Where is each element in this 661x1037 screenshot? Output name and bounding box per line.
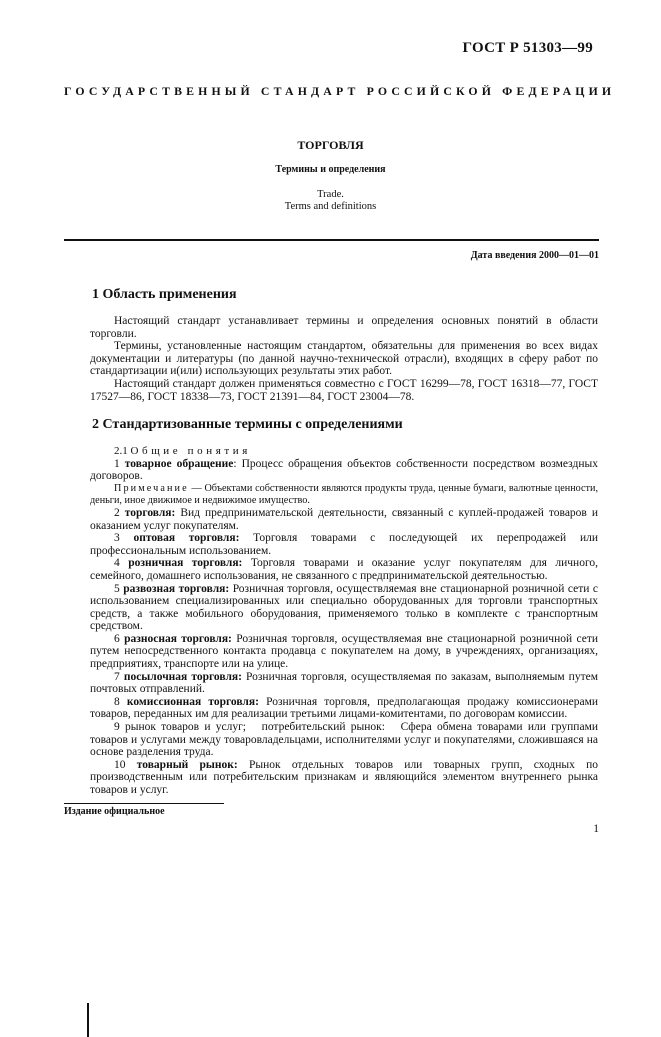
term-entry — [90, 583, 598, 633]
term-number: 2 — [114, 506, 120, 519]
footer-divider — [64, 803, 224, 804]
term-name: развозная торговля: — [123, 582, 230, 595]
term-entry — [90, 671, 598, 696]
term-entry — [90, 458, 598, 483]
term-name: торговля: — [124, 506, 176, 519]
term-entry — [90, 721, 601, 759]
section-1-heading: 1 Область применения — [92, 287, 237, 302]
term-number: 6 — [114, 632, 120, 645]
term-definition: Вид предпринимательской деятельности, связанный с куплей-продажей товаров и оказанием услуг покупателям. — [90, 506, 598, 532]
term-definition: Розничная торговля, осуществляемая по заказам, выполняемым путем почтовых отправлений. — [90, 670, 598, 696]
term-name: оптовая торговля: — [133, 532, 240, 545]
term-number: 3 — [114, 532, 120, 545]
section-2-heading: 2 Стандартизованные термины с определениями — [92, 417, 403, 433]
note-label: Примечание — [114, 482, 189, 494]
term-entry — [90, 633, 598, 671]
term-definition: Торговля товарами и оказание услуг покупателям для личного, семейного, домашнего использования, не связанного с предпринимательской деятельностью. — [90, 557, 598, 582]
section-1-paragraph: Термины, установленные настоящим стандартом, обязательны для применения во всех видах документации и литературы (по данной научно-технической отрасли), входящих в сферу работ по стандартизации и(или) использующих результаты этих работ. — [90, 340, 598, 378]
term-number: 1 — [114, 457, 120, 470]
term-number: 10 — [114, 758, 126, 771]
term-entry — [90, 557, 598, 582]
term-number: 8 — [114, 695, 120, 708]
term-number: 4 — [114, 557, 120, 570]
english-title-line2: Terms and definitions — [284, 201, 377, 212]
term-name: разносная торговля: — [124, 632, 232, 645]
term-definition: Торговля товарами с последующей их перепродажей или профессиональным использованием. — [90, 532, 598, 557]
term-definition: Рынок отдельных товаров или товарных групп, сходных по производственным или потребительским признакам и являющийся элементом внутреннего рынка товаров и услуг. — [90, 758, 598, 796]
document-title: ТОРГОВЛЯ — [297, 138, 364, 152]
term-separator: : — [233, 457, 237, 470]
document-subtitle: Термины и определения — [275, 164, 386, 175]
term-name: комиссионная торговля: — [126, 695, 259, 708]
term-name: посылочная торговля: — [123, 670, 242, 683]
term-entry — [90, 507, 598, 532]
official-edition-label: Издание официальное — [64, 806, 165, 817]
term-name: товарное обращение — [124, 457, 234, 470]
term-definition: Розничная торговля, осуществляемая вне стационарной розничной сети путем непосредственного контакта продавца с покупателем на дому, в учреждениях, организациях, предприятиях, транспорте или на улице. — [90, 632, 599, 671]
term-name: розничная торговля: — [128, 557, 243, 570]
change-mark-bar — [87, 1003, 89, 1037]
section-1-paragraph: Настоящий стандарт должен применяться совместно с ГОСТ 16299—78, ГОСТ 16318—77, ГОСТ 17527—86, ГОСТ 18338—73, ГОСТ 21391—84, ГОСТ 23004—78. — [90, 377, 598, 403]
term-number: 9 — [114, 721, 120, 734]
term-entry — [90, 532, 598, 557]
subsection-heading — [90, 445, 598, 458]
document-body — [90, 287, 601, 797]
english-title-line1: Trade. — [317, 189, 344, 200]
subsection-title: Общие понятия — [130, 445, 251, 458]
term-number: 7 — [114, 670, 120, 683]
introduction-date: Дата введения 2000—01—01 — [470, 250, 599, 261]
section-1-paragraph: Настоящий стандарт устанавливает термины и определения основных понятий в области торговли. — [90, 315, 598, 340]
term-definition: Сфера обмена товарами или группами товаров и услугами между товаровладельцами, исполнителями услуг и покупателями, сложившаяся на основе разделения труда. — [90, 721, 601, 759]
title-divider — [64, 239, 599, 241]
term-definition: Процесс обращения объектов собственности посредством возмездных договоров. — [90, 457, 598, 483]
page-number: 1 — [593, 823, 599, 835]
note-text: — Объектами собственности являются продукты труда, ценные бумаги, валютные ценности, деньги, иное движимое и недвижимое имущество. — [90, 482, 598, 506]
term-number: 5 — [114, 582, 120, 595]
term-entry — [90, 759, 598, 797]
term-name: товарный рынок: — [136, 758, 238, 771]
term-definition: Розничная торговля, осуществляемая вне стационарной розничной сети с использованием специализированных или специально оборудованных для торговли транспортных средств, а также мобильного оборудования, применяемого только в комплекте с транспортным средством. — [90, 582, 598, 633]
term-name: рынок товаров и услуг; потребительский рынок: — [124, 721, 385, 734]
subsection-number: 2.1 — [114, 445, 128, 458]
english-title — [0, 189, 661, 213]
state-standard-heading: ГОСУДАРСТВЕННЫЙ СТАНДАРТ РОССИЙСКОЙ ФЕДЕРАЦИИ — [64, 84, 616, 98]
term-definition: Розничная торговля, предполагающая продажу комиссионерами товаров, переданных им для реализации третьими лицами-комитентами, по договорам комиссии. — [90, 695, 599, 721]
term-note — [90, 483, 598, 507]
term-entry — [90, 696, 598, 721]
document-code: ГОСТ Р 51303—99 — [462, 40, 593, 56]
